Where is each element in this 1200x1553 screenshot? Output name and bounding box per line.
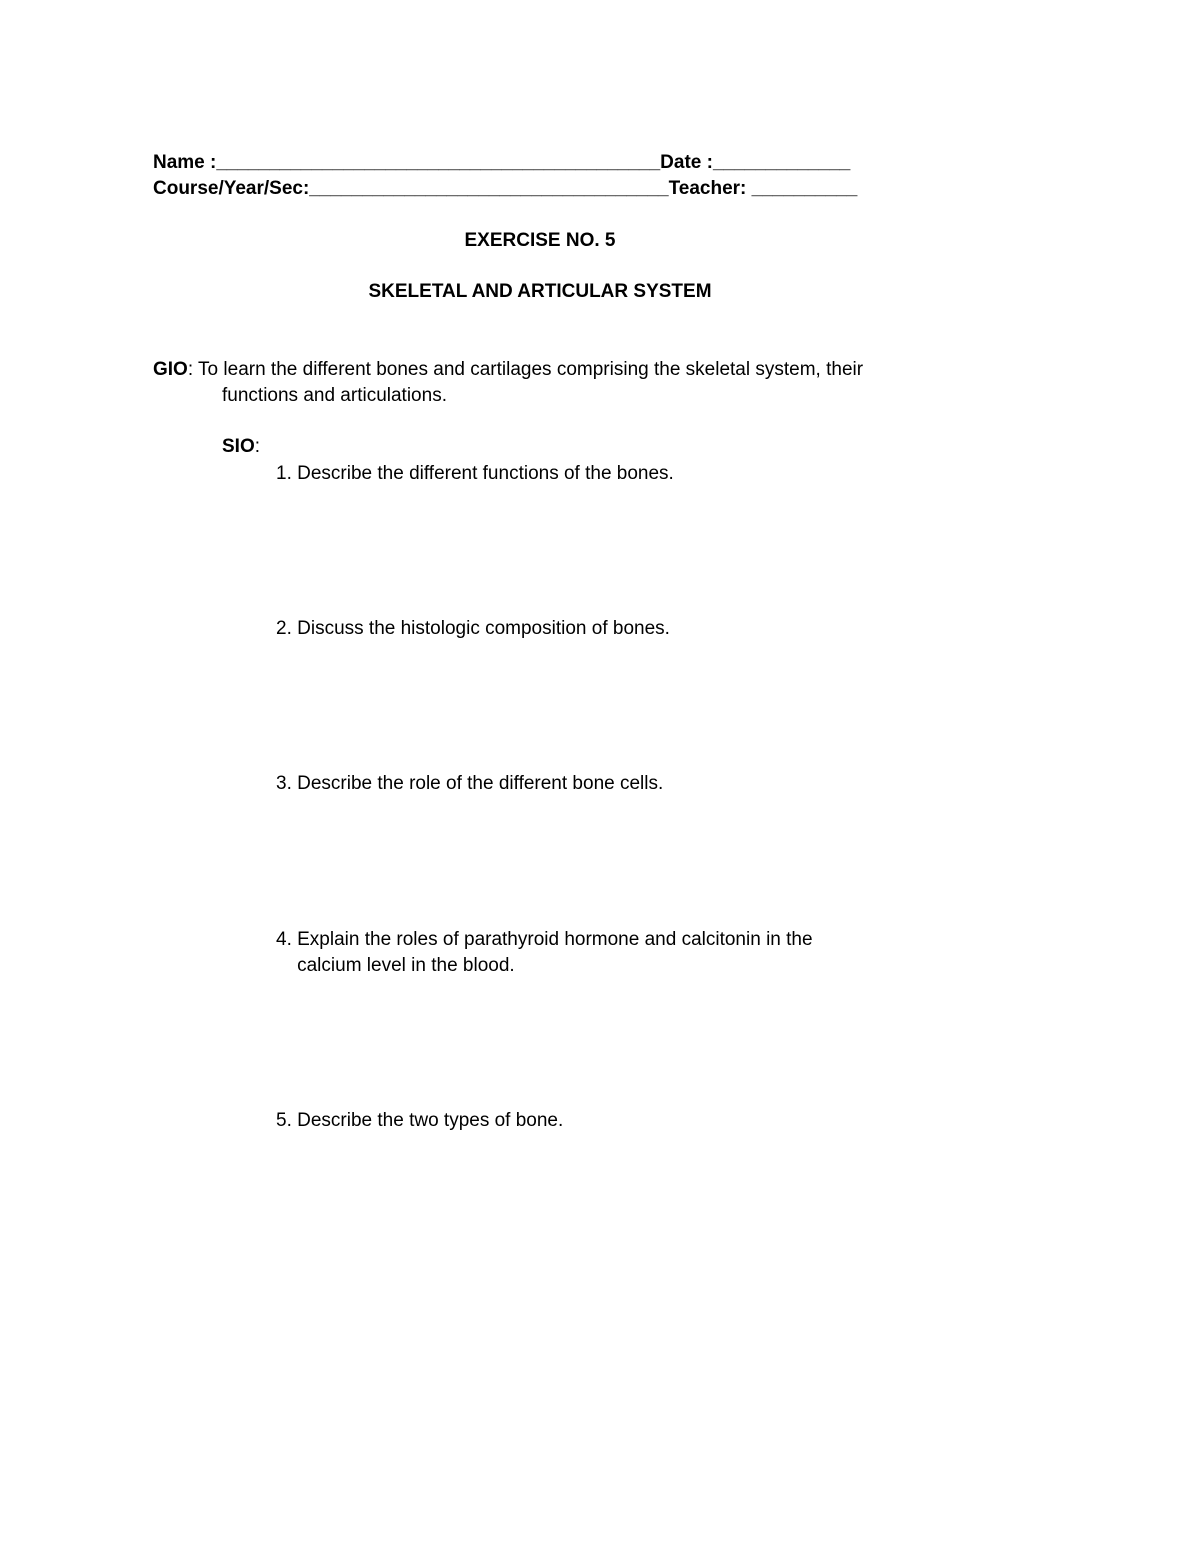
gio-text-1: To learn the different bones and cartilages comprising the skeletal system, their (193, 359, 864, 380)
gio-colon: : (187, 359, 194, 380)
gio-label: GIO (153, 359, 188, 380)
objective-5: 5. Describe the two types of bone. (276, 1110, 564, 1131)
objective-4-line-1: 4. Explain the roles of parathyroid hormone and calcitonin in the (276, 929, 813, 950)
objective-2: 2. Discuss the histologic composition of bones. (276, 618, 670, 639)
gio-line-2: functions and articulations. (222, 385, 447, 406)
objective-1: 1. Describe the different functions of the bones. (276, 463, 674, 484)
course-teacher-row: Course/Year/Sec:__________________________________Teacher: __________ (153, 178, 858, 199)
name-date-row: Name :__________________________________________Date :_____________ (153, 152, 851, 173)
objective-3: 3. Describe the role of the different bone cells. (276, 773, 664, 794)
topic-title: SKELETAL AND ARTICULAR SYSTEM (368, 281, 712, 302)
sio-colon: : (254, 436, 261, 457)
exercise-title: EXERCISE NO. 5 (464, 230, 616, 251)
objective-4-line-2: calcium level in the blood. (276, 955, 515, 976)
sio-heading (222, 435, 260, 459)
sio-label: SIO (222, 436, 255, 457)
gio-line-1 (153, 358, 863, 382)
